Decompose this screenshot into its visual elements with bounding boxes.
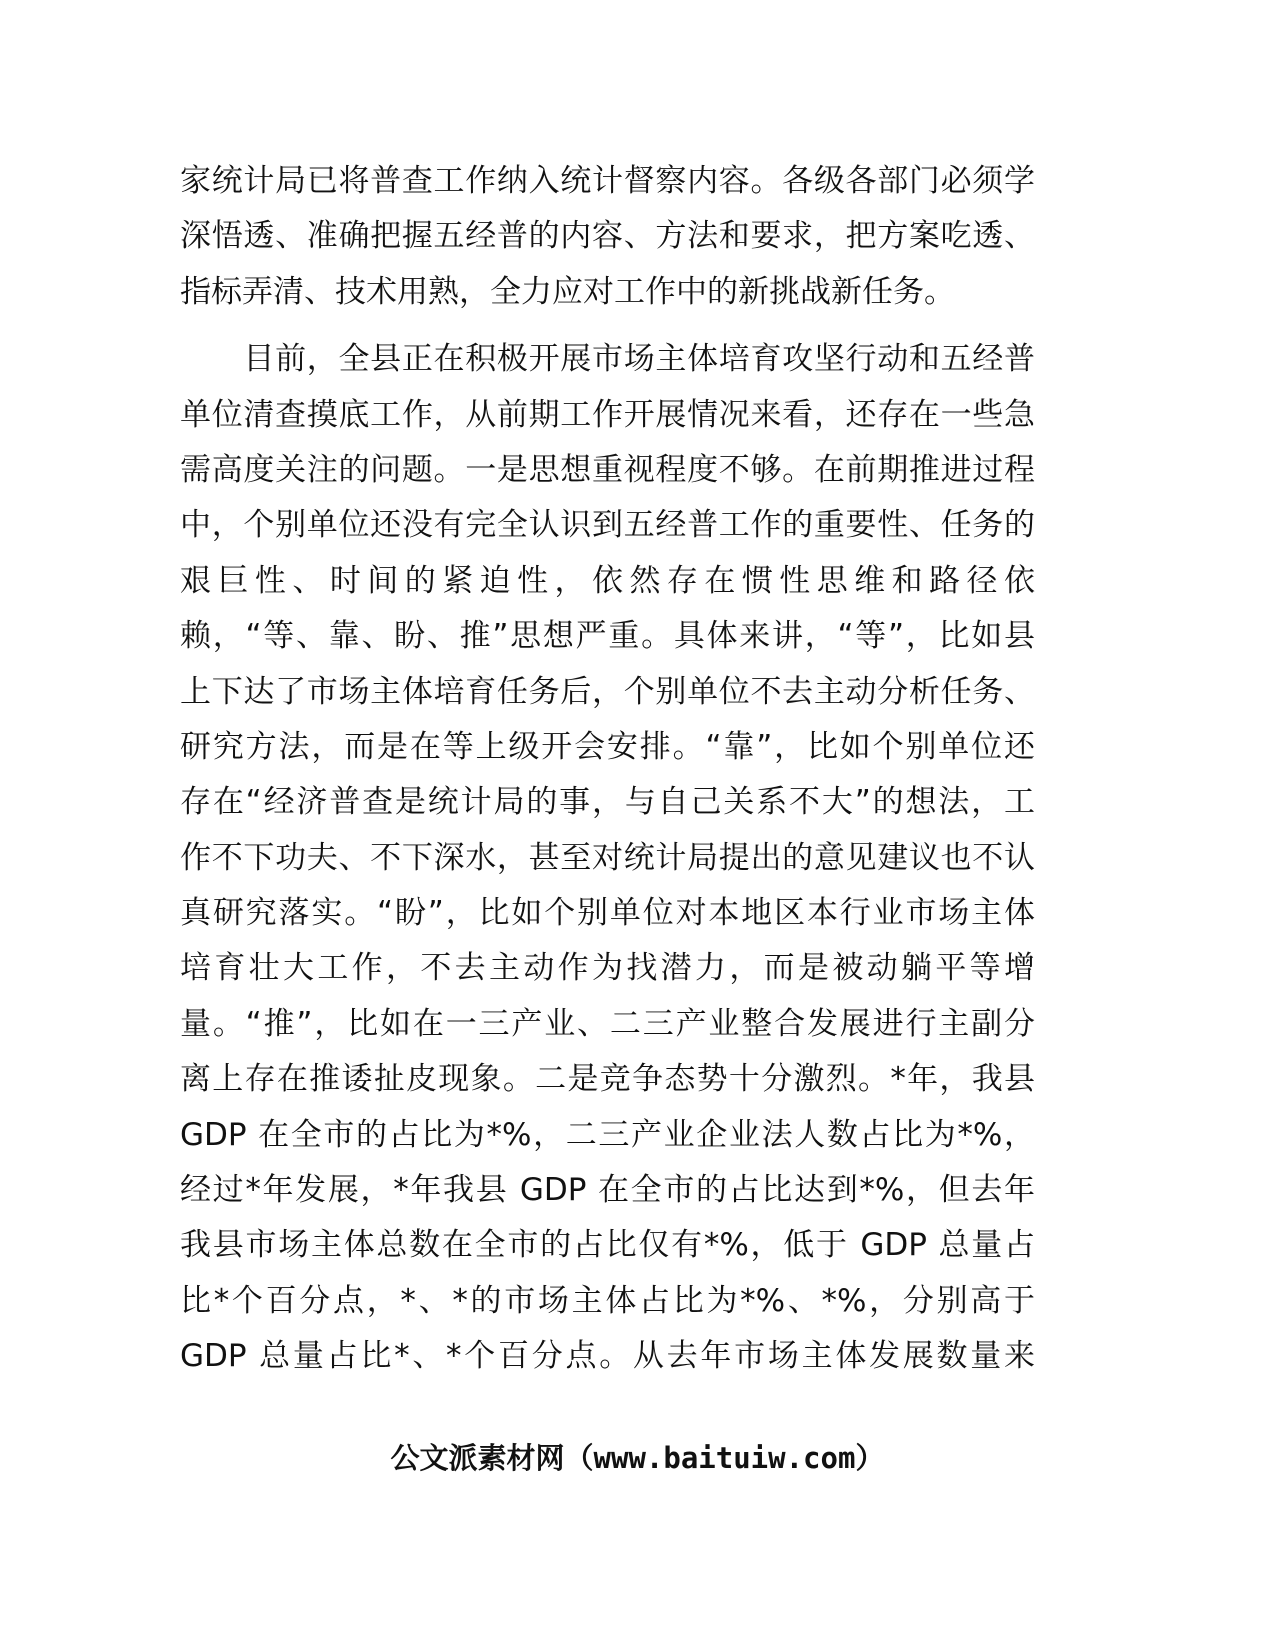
text-line: 比*个百分点，*、*的市场主体占比为*%、*%，分别高于 bbox=[180, 1282, 1035, 1319]
page-footer bbox=[0, 1436, 1275, 1480]
footer-site-name: 公文派素材网 bbox=[390, 1441, 565, 1475]
text-line: 指标弄清、技术用熟，全力应对工作中的新挑战新任务。 bbox=[180, 273, 955, 310]
text-line: 真研究落实。“盼”，比如个别单位对本地区本行业市场主体 bbox=[180, 895, 1035, 932]
paragraph-spacing bbox=[180, 320, 1035, 332]
text-line: 目前，全县正在积极开展市场主体培育攻坚行动和五经普 bbox=[180, 341, 1035, 378]
text-line: 离上存在推诿扯皮现象。二是竞争态势十分激烈。*年，我县 bbox=[180, 1061, 1035, 1098]
text-line: GDP 总量占比*、*个百分点。从去年市场主体发展数量来 bbox=[180, 1338, 1035, 1375]
footer-close-paren: ） bbox=[855, 1441, 885, 1475]
text-line: GDP 在全市的占比为*%，二三产业企业法人数占比为*%， bbox=[180, 1116, 1035, 1153]
text-line: 赖，“等、靠、盼、推”思想严重。具体来讲，“等”，比如县 bbox=[180, 618, 1035, 655]
text-line: 研究方法，而是在等上级开会安排。“靠”，比如个别单位还 bbox=[180, 728, 1035, 765]
text-line: 上下达了市场主体培育任务后，个别单位不去主动分析任务、 bbox=[180, 673, 1035, 710]
footer-url: www.baituiw.com bbox=[593, 1441, 856, 1475]
text-line: 存在“经济普查是统计局的事，与自己关系不大”的想法，工 bbox=[180, 784, 1035, 821]
text-line: 量。“推”，比如在一三产业、二三产业整合发展进行主副分 bbox=[180, 1005, 1035, 1042]
paragraph-2 bbox=[180, 332, 1035, 1384]
text-line: 艰巨性、时间的紧迫性，依然存在惯性思维和路径依 bbox=[180, 562, 1035, 599]
text-line: 培育壮大工作，不去主动作为找潜力，而是被动躺平等增 bbox=[180, 950, 1035, 987]
document-body bbox=[180, 154, 1035, 1385]
text-line: 我县市场主体总数在全市的占比仅有*%，低于 GDP 总量占 bbox=[180, 1227, 1035, 1264]
text-line: 家统计局已将普查工作纳入统计督察内容。各级各部门必须学 bbox=[180, 163, 1035, 199]
text-line: 需高度关注的问题。一是思想重视程度不够。在前期推进过程 bbox=[180, 451, 1035, 488]
paragraph-1 bbox=[180, 154, 1035, 320]
text-line: 经过*年发展，*年我县 GDP 在全市的占比达到*%，但去年 bbox=[180, 1172, 1035, 1209]
text-line: 单位清查摸底工作，从前期工作开展情况来看，还存在一些急 bbox=[180, 396, 1035, 433]
text-line: 深悟透、准确把握五经普的内容、方法和要求，把方案吃透、 bbox=[180, 218, 1035, 255]
text-line: 作不下功夫、不下深水，甚至对统计局提出的意见建议也不认 bbox=[180, 839, 1035, 876]
text-line: 中，个别单位还没有完全认识到五经普工作的重要性、任务的 bbox=[180, 507, 1035, 544]
footer-open-paren: （ bbox=[564, 1441, 594, 1475]
